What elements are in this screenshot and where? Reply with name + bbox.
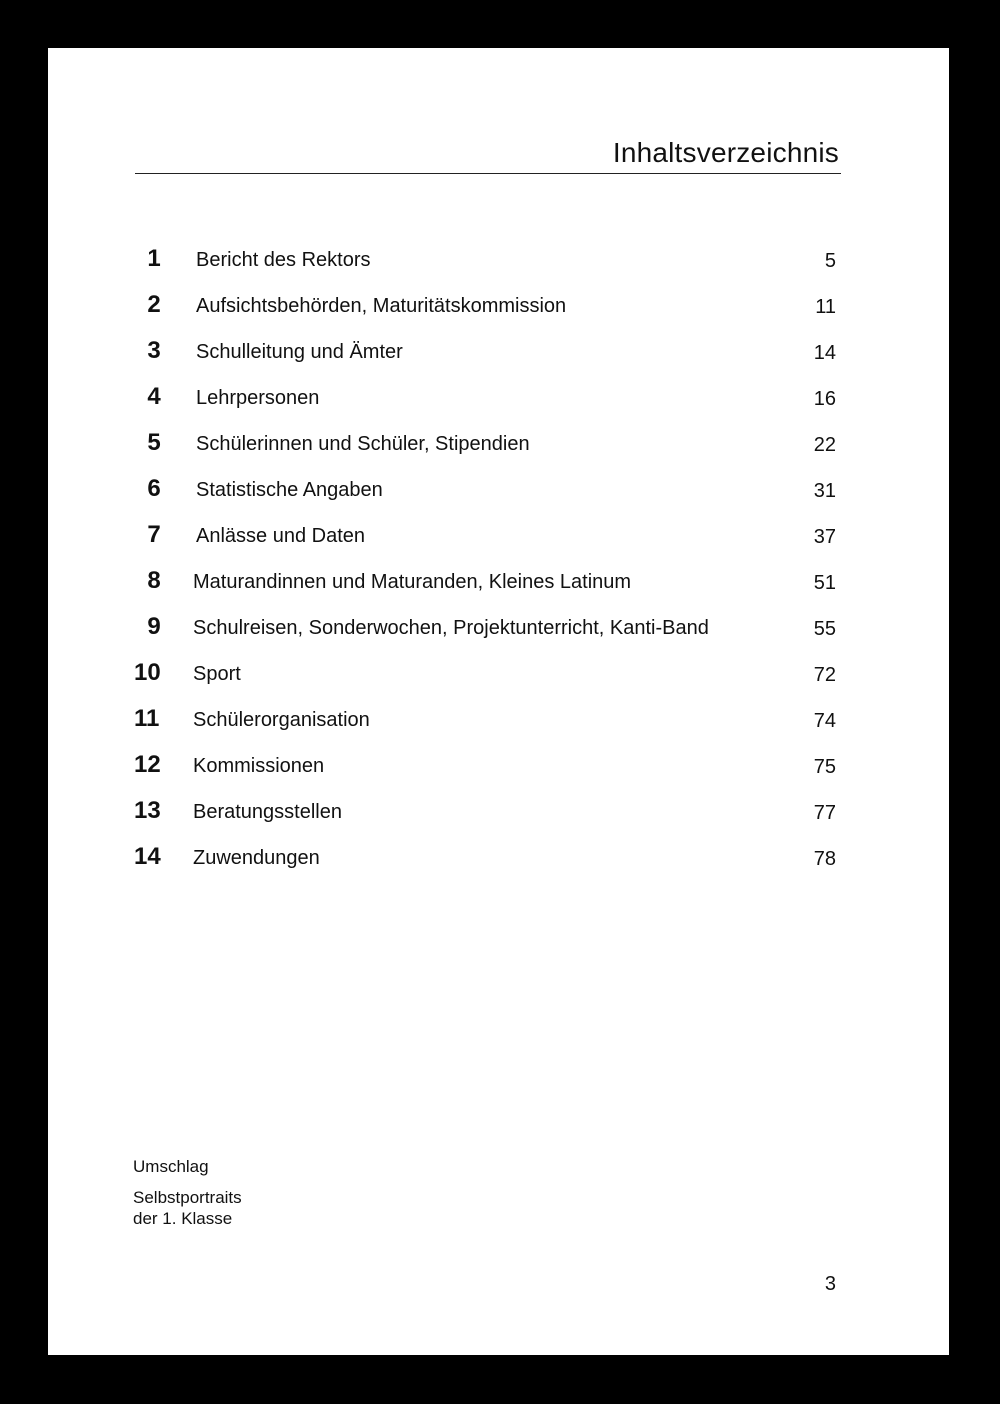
toc-row — [134, 290, 840, 336]
toc-chapter-number: 13 — [134, 797, 161, 824]
toc-page-number: 37 — [813, 526, 836, 548]
toc-chapter-number: 4 — [147, 383, 161, 410]
toc-chapter-number: 14 — [134, 843, 161, 870]
toc-chapter-title: Sport — [193, 663, 241, 685]
toc-chapter-title: Kommissionen — [193, 755, 325, 777]
toc-row — [134, 566, 840, 612]
toc-chapter-title: Schulreisen, Sonderwochen, Projektunterricht, Kanti-Band — [193, 617, 709, 639]
toc-chapter-title: Statistische Angaben — [196, 479, 383, 501]
toc-chapter-number: 10 — [134, 659, 161, 686]
toc-chapter-number: 8 — [147, 567, 161, 594]
page-title: Inhaltsverzeichnis — [612, 137, 839, 168]
toc-chapter-title: Schulleitung und Ämter — [196, 341, 403, 363]
table-of-contents — [134, 244, 840, 888]
toc-row — [134, 244, 840, 290]
title-rule — [135, 136, 841, 174]
toc-page-number: 78 — [813, 848, 836, 870]
cover-note-line: Selbstportraits — [133, 1188, 242, 1207]
toc-chapter-number: 7 — [147, 521, 161, 548]
toc-row — [134, 658, 840, 704]
toc-chapter-title: Schülerinnen und Schüler, Stipendien — [196, 433, 530, 455]
toc-chapter-title: Beratungsstellen — [193, 801, 342, 823]
toc-chapter-title: Anlässe und Daten — [196, 525, 366, 547]
toc-chapter-number: 3 — [147, 337, 161, 364]
toc-page-number: 22 — [813, 434, 836, 456]
page-number: 3 — [824, 1273, 836, 1295]
toc-chapter-number: 11 — [134, 705, 160, 732]
toc-chapter-number: 6 — [147, 475, 161, 502]
toc-page-number: 5 — [824, 250, 836, 272]
toc-page-number: 31 — [813, 480, 836, 502]
toc-row — [134, 428, 840, 474]
toc-chapter-title: Bericht des Rektors — [196, 249, 371, 271]
toc-page-number: 74 — [813, 710, 836, 732]
toc-row — [134, 382, 840, 428]
toc-page-number: 51 — [813, 572, 836, 594]
toc-chapter-number: 5 — [147, 429, 161, 456]
toc-row — [134, 796, 840, 842]
toc-page-number: 77 — [813, 802, 836, 824]
toc-page-number: 75 — [813, 756, 836, 778]
toc-chapter-title: Schülerorganisation — [193, 709, 370, 731]
toc-page-number: 11 — [815, 296, 836, 318]
toc-row — [134, 750, 840, 796]
cover-note — [133, 1156, 242, 1229]
toc-chapter-number: 12 — [134, 751, 161, 778]
document-page — [48, 48, 949, 1355]
toc-page-number: 14 — [813, 342, 836, 364]
toc-chapter-number: 1 — [147, 245, 161, 272]
toc-chapter-number: 2 — [147, 291, 161, 318]
cover-note-heading: Umschlag — [133, 1157, 209, 1176]
toc-chapter-title: Zuwendungen — [193, 847, 320, 869]
toc-chapter-title: Maturandinnen und Maturanden, Kleines Latinum — [193, 571, 632, 593]
toc-row — [134, 842, 840, 888]
toc-row — [134, 704, 840, 750]
toc-chapter-title: Lehrpersonen — [196, 387, 320, 409]
toc-chapter-number: 9 — [147, 613, 161, 640]
cover-note-line: der 1. Klasse — [133, 1209, 233, 1228]
toc-page-number: 72 — [813, 664, 836, 686]
toc-page-number: 16 — [813, 388, 836, 410]
toc-row — [134, 520, 840, 566]
toc-row — [134, 336, 840, 382]
toc-chapter-title: Aufsichtsbehörden, Maturitätskommission — [196, 295, 567, 317]
toc-row — [134, 612, 840, 658]
toc-page-number: 55 — [813, 618, 836, 640]
toc-row — [134, 474, 840, 520]
